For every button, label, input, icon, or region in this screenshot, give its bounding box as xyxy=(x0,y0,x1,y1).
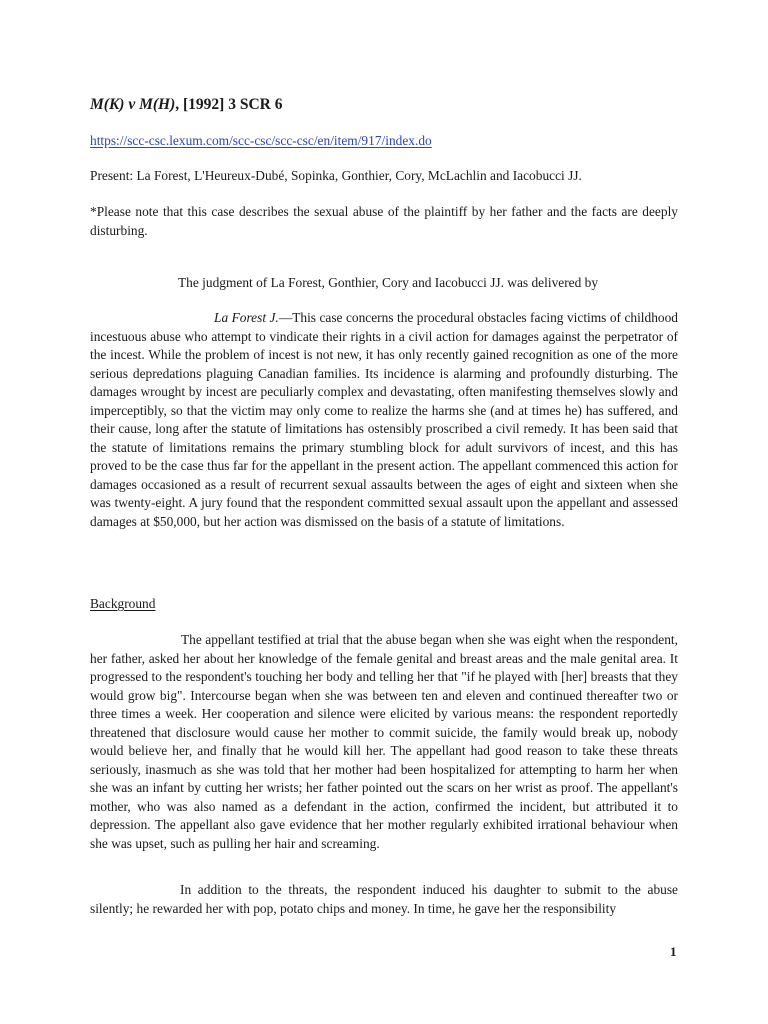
case-party-k: M(K) xyxy=(90,96,125,113)
section-heading-background: Background xyxy=(90,596,156,611)
case-party-h: M(H) xyxy=(139,96,176,113)
content-warning-note: *Please note that this case describes the sexual abuse of the plaintiff by her father and the facts are deeply disturbing. xyxy=(90,204,678,238)
paragraph-background: The appellant testified at trial that the abuse began when she was eight when the respondent, her father, asked her about her knowledge of the female genital and breast areas and the male genital area. It progressed to the respondent's touching her body and telling her that "if he played with [her] breasts that they would grow big". Intercourse began when she was between ten and eleven and continued thereafter two or three times a week. Her cooperation and silence were elicited by various means: the respondent reportedly threatened that disclosure would cause her mother to commit suicide, the family would break up, nobody would believe her, and finally that he would kill her. The appellant had good reason to take these threats seriously, inasmuch as she was told that her mother had been hospitalized for attempting to harm her when she was an infant by cutting her wrists; her father pointed out the scars on her wrist as proof. The appellant's mother, who was also named as a defendant in the action, confirmed the incident, but attributed it to depression. The appellant also gave evidence that her mother regularly exhibited irrational behaviour when she was upset, such as pulling her hair and screaming. xyxy=(90,632,678,851)
paragraph-threats: In addition to the threats, the respondent induced his daughter to submit to the abuse silently; he rewarded her with pop, potato chips and money. In time, he gave her the responsibility xyxy=(90,882,678,916)
judge-name: La Forest J. xyxy=(214,310,279,325)
case-url-link[interactable]: https://scc-csc.lexum.com/scc-csc/scc-csc/en/item/917/index.do xyxy=(90,133,432,148)
judgment-delivered-by: The judgment of La Forest, Gonthier, Cory and Iacobucci JJ. was delivered by xyxy=(178,275,599,290)
page-number: 1 xyxy=(670,944,677,959)
document-page xyxy=(90,0,678,1024)
present-judges: Present: La Forest, L'Heureux-Dubé, Sopinka, Gonthier, Cory, McLachlin and Iacobucci JJ. xyxy=(90,168,582,183)
case-title xyxy=(90,96,282,114)
paragraph-opening-text: —This case concerns the procedural obstacles facing victims of childhood incestuous abuse who attempt to vindicate their rights in a civil action for damages against the perpetrator of the incest. While the problem of incest is not new, it has only recently gained recognition as one of the more serious depredations plaguing Canadian families. Its incidence is alarming and profoundly disturbing. The damages wrought by incest are peculiarly complex and devastating, often manifesting themselves slowly and imperceptibly, so that the victim may only come to realize the harms she (and at times he) has suffered, and their cause, long after the statute of limitations has ostensibly proscribed a civil remedy. It has been said that the statute of limitations remains the primary stumbling block for adult survivors of incest, and this has proved to be the case thus far for the appellant in the present action. The appellant commenced this action for damages occasioned as a result of recurrent sexual assaults between the ages of eight and sixteen when she was twenty-eight. A jury found that the respondent committed sexual assault upon the appellant and assessed damages at $50,000, but her action was dismissed on the basis of a statute of limitations. xyxy=(90,310,678,529)
paragraph-opening xyxy=(90,309,678,531)
case-citation: , [1992] 3 SCR 6 xyxy=(175,96,283,113)
case-versus: v xyxy=(128,96,136,113)
